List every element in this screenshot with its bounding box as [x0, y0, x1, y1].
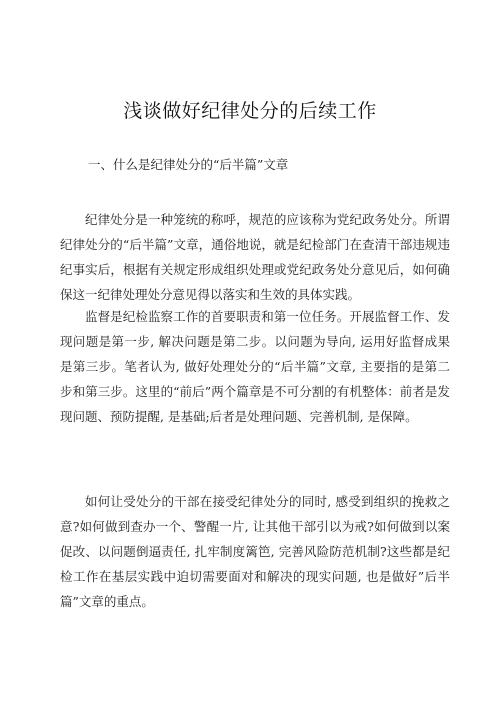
- paragraph-1: 纪律处分是一种笼统的称呼，规范的应该称为党纪政务处分。所谓纪律处分的“后半篇”文章，通俗地说，就是纪检部门在查清干部违规违纪事实后，根据有关规定形成组织处理或党纪政务处分意见后，如何确保这一纪律处理处分意见得以落实和生效的具体实践。: [60, 212, 450, 302]
- paragraph-3: 如何让受处分的干部在接受纪律处分的同时, 感受到组织的挽救之意?如何做到查办一个、警醒一片, 让其他干部引以为戒?如何做到以案促改、以问题倒逼责任, 扎牢制度篱笆, 完善风险防范机制?这些都是纪检工作在基层实践中迫切需要面对和解决的现实问题, 也是做好”后半篇”文章的重点。: [60, 494, 450, 609]
- paragraph-2: 监督是纪检监察工作的首要职责和第一位任务。开展监督工作、发现问题是第一步, 解决问题是第二步。以问题为导向, 运用好监督成果是第三步。笔者认为, 做好处理处分的“后半篇”文章, 主要指的是第二步和第三步。这里的“前后”两个篇章是不可分割的有机整体：前者是发现问题、预防提醒, 是基础;后者是处理问题、完善机制, 是保障。: [60, 309, 450, 424]
- document-title: 浅谈做好纪律处分的后续工作: [123, 100, 377, 122]
- section-heading: 一、什么是纪律处分的“后半篇”文章: [88, 157, 289, 172]
